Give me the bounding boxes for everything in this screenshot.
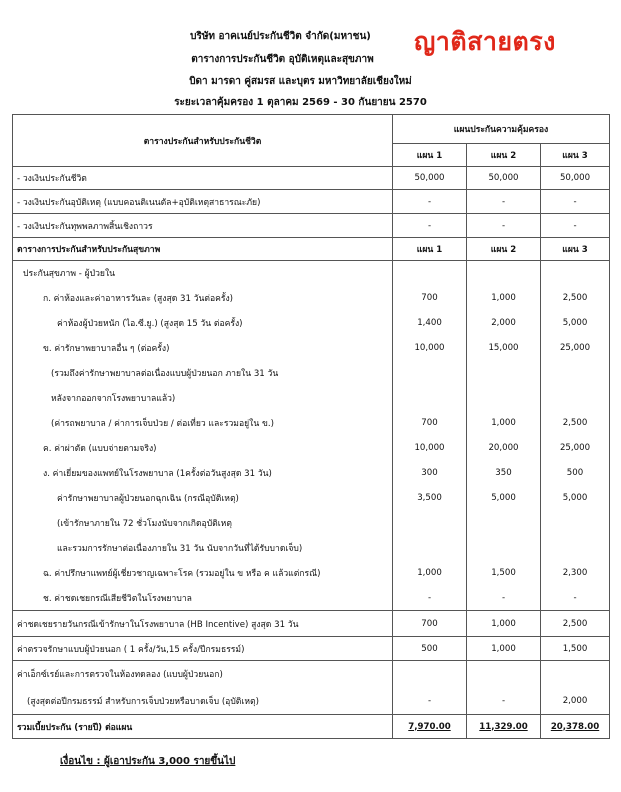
row-label: ค่าเอ็กซ์เรย์และการตรวจในห้องทดลอง (แบบผู้ป่วยนอก) xyxy=(13,661,393,688)
plan-1-value: - xyxy=(393,190,467,214)
row-label: - วงเงินประกันชีวิต xyxy=(13,167,393,190)
plan-3-value: 5,000 xyxy=(541,311,610,336)
health-row xyxy=(13,261,610,286)
plan-2-value: - xyxy=(467,190,541,214)
row-label: (สูงสุดต่อปีกรมธรรม์ สำหรับการเจ็บป่วยหรือบาดเจ็บ (อุบัติเหตุ) xyxy=(13,688,393,715)
plan-3-value xyxy=(541,261,610,286)
plan-3-value: 50,000 xyxy=(541,167,610,190)
xray-row xyxy=(13,688,610,715)
row-label: (เข้ารักษาภายใน 72 ชั่วโมงนับจากเกิดอุบัติเหตุ xyxy=(13,511,393,536)
plan-1-value: 1,000 xyxy=(393,561,467,586)
row-label: ค. ค่าผ่าตัด (แบบจ่ายตามจริง) xyxy=(13,436,393,461)
company-name: บริษัท อาคเนย์ประกันชีวิต จำกัด(มหาชน) xyxy=(190,31,371,42)
health-heading-row xyxy=(13,238,610,261)
plan-2-value xyxy=(467,661,541,688)
life-row xyxy=(13,214,610,238)
plan-3-value: 25,000 xyxy=(541,336,610,361)
benefit-table xyxy=(12,114,610,739)
row-label: ง. ค่าเยี่ยมของแพทย์ในโรงพยาบาล (1ครั้งต่อวันสูงสุด 31 วัน) xyxy=(13,461,393,486)
row-label: ค่าตรวจรักษาแบบผู้ป่วยนอก ( 1 ครั้ง/วัน,15 ครั้ง/ปีกรมธรรม์) xyxy=(13,637,393,661)
plan-1-value: 300 xyxy=(393,461,467,486)
plan-2-value: 1,000 xyxy=(467,637,541,661)
plan-3-value: 2,500 xyxy=(541,286,610,311)
plan-3-value: 500 xyxy=(541,461,610,486)
life-row xyxy=(13,167,610,190)
plan-1-value: 700 xyxy=(393,411,467,436)
health-row xyxy=(13,586,610,611)
health-row xyxy=(13,561,610,586)
row-label: ช. ค่าชดเชยกรณีเสียชีวิตในโรงพยาบาล xyxy=(13,586,393,611)
coverage-period: ระยะเวลาคุ้มครอง 1 ตุลาคม 2569 - 30 กันยายน 2570 xyxy=(174,97,427,108)
plan-2-value: 1,000 xyxy=(467,611,541,637)
health-row xyxy=(13,511,610,536)
health-plan-2-heading: แผน 2 xyxy=(467,238,541,261)
plan-1-value xyxy=(393,536,467,561)
life-table-heading: ตารางประกันสำหรับประกันชีวิต xyxy=(13,115,393,167)
row-label: ข. ค่ารักษาพยาบาลอื่น ๆ (ต่อครั้ง) xyxy=(13,336,393,361)
row-label: - วงเงินประกันอุบัติเหตุ (แบบคอนติเนนตัล+อุบัติเหตุสาธารณะภัย) xyxy=(13,190,393,214)
plan-3-value xyxy=(541,511,610,536)
health-row xyxy=(13,386,610,411)
row-label: - วงเงินประกันทุพพลภาพสิ้นเชิงถาวร xyxy=(13,214,393,238)
plan-2-value: 2,000 xyxy=(467,311,541,336)
plan-3-value xyxy=(541,386,610,411)
plan-2-value xyxy=(467,511,541,536)
coverage-plans-heading: แผนประกันความคุ้มครอง xyxy=(393,115,610,144)
health-table-heading: ตารางการประกันสำหรับประกันสุขภาพ xyxy=(13,238,393,261)
plan-1-value: 10,000 xyxy=(393,436,467,461)
plan-1-value xyxy=(393,511,467,536)
plan-1-value: - xyxy=(393,688,467,715)
row-label: ค่ารักษาพยาบาลผู้ป่วยนอกฉุกเฉิน (กรณีอุบัติเหตุ) xyxy=(13,486,393,511)
row-label: (รวมถึงค่ารักษาพยาบาลต่อเนื่องแบบผู้ป่วยนอก ภายใน 31 วัน xyxy=(13,361,393,386)
plan-3-value: 20,378.00 xyxy=(541,715,610,739)
plan-2-value: - xyxy=(467,214,541,238)
row-label: ฉ. ค่าปรึกษาแพทย์ผู้เชี่ยวชาญเฉพาะโรค (รวมอยู่ใน ข หรือ ค แล้วแต่กรณี) xyxy=(13,561,393,586)
row-label: ก. ค่าห้องและค่าอาหารวันละ (สูงสุด 31 วันต่อครั้ง) xyxy=(13,286,393,311)
plan-2-value: 15,000 xyxy=(467,336,541,361)
health-row xyxy=(13,286,610,311)
plan-2-value xyxy=(467,386,541,411)
plan-1-value: - xyxy=(393,586,467,611)
plan-1-value: 1,400 xyxy=(393,311,467,336)
plan-2-value xyxy=(467,361,541,386)
plan-3-value: 2,500 xyxy=(541,611,610,637)
plan-2-heading: แผน 2 xyxy=(467,144,541,167)
plan-3-value: 5,000 xyxy=(541,486,610,511)
plan-2-value: 5,000 xyxy=(467,486,541,511)
row-label: ค่าห้องผู้ป่วยหนัก (ไอ.ซี.ยู.) (สูงสุด 15 วัน ต่อครั้ง) xyxy=(13,311,393,336)
plan-2-value: 1,500 xyxy=(467,561,541,586)
plan-3-value: 2,500 xyxy=(541,411,610,436)
condition-note: เงื่อนไข : ผู้เอาประกัน 3,000 รายขึ้นไป xyxy=(60,756,236,767)
plan-2-value xyxy=(467,536,541,561)
plan-3-value: - xyxy=(541,586,610,611)
row-label: และรวมการรักษาต่อเนื่องภายใน 31 วัน นับจากวันที่ได้รับบาดเจ็บ) xyxy=(13,536,393,561)
health-row xyxy=(13,486,610,511)
plan-1-value: 50,000 xyxy=(393,167,467,190)
plan-1-value: 700 xyxy=(393,286,467,311)
xray-row xyxy=(13,661,610,688)
health-plan-1-heading: แผน 1 xyxy=(393,238,467,261)
plan-3-heading: แผน 3 xyxy=(541,144,610,167)
plan-2-value: 20,000 xyxy=(467,436,541,461)
plan-1-heading: แผน 1 xyxy=(393,144,467,167)
plan-3-value xyxy=(541,661,610,688)
insured-group: บิดา มารดา คู่สมรส และบุตร มหาวิทยาลัยเชียงใหม่ xyxy=(189,76,412,87)
health-row xyxy=(13,411,610,436)
plan-3-value xyxy=(541,361,610,386)
hb-incentive-row xyxy=(13,611,610,637)
plan-2-value: 1,000 xyxy=(467,411,541,436)
row-label: ค่าชดเชยรายวันกรณีเข้ารักษาในโรงพยาบาล (HB Incentive) สูงสุด 31 วัน xyxy=(13,611,393,637)
row-label: ประกันสุขภาพ - ผู้ป่วยใน xyxy=(13,261,393,286)
plan-3-value: - xyxy=(541,214,610,238)
health-row xyxy=(13,361,610,386)
plan-2-value: 1,000 xyxy=(467,286,541,311)
plan-3-value: 25,000 xyxy=(541,436,610,461)
plan-3-value: 1,500 xyxy=(541,637,610,661)
plan-2-value: 50,000 xyxy=(467,167,541,190)
plan-1-value: 700 xyxy=(393,611,467,637)
plan-1-value xyxy=(393,261,467,286)
plan-2-value: 11,329.00 xyxy=(467,715,541,739)
health-plan-3-heading: แผน 3 xyxy=(541,238,610,261)
plan-1-value: 7,970.00 xyxy=(393,715,467,739)
row-label: หลังจากออกจากโรงพยาบาลแล้ว) xyxy=(13,386,393,411)
health-row xyxy=(13,461,610,486)
health-row xyxy=(13,436,610,461)
health-row xyxy=(13,311,610,336)
life-row xyxy=(13,190,610,214)
plan-2-value: - xyxy=(467,688,541,715)
plan-2-value: 350 xyxy=(467,461,541,486)
health-row xyxy=(13,336,610,361)
plan-1-value xyxy=(393,661,467,688)
total-premium-row xyxy=(13,715,610,739)
document-subtitle: ตารางการประกันชีวิต อุบัติเหตุและสุขภาพ xyxy=(191,54,374,65)
plan-2-value: - xyxy=(467,586,541,611)
row-label: รวมเบี้ยประกัน (รายปี) ต่อแผน xyxy=(13,715,393,739)
plan-1-value: 10,000 xyxy=(393,336,467,361)
plan-3-value: 2,000 xyxy=(541,688,610,715)
relatives-stamp: ญาติสายตรง xyxy=(414,27,556,56)
plan-2-value xyxy=(467,261,541,286)
plan-3-value: - xyxy=(541,190,610,214)
outpatient-row xyxy=(13,637,610,661)
health-row xyxy=(13,536,610,561)
plan-1-value xyxy=(393,361,467,386)
plan-1-value: 500 xyxy=(393,637,467,661)
plan-3-value: 2,300 xyxy=(541,561,610,586)
row-label: (ค่ารถพยาบาล / ค่าการเจ็บป่วย / ต่อเที่ยว และรวมอยู่ใน ข.) xyxy=(13,411,393,436)
plan-1-value xyxy=(393,386,467,411)
plan-3-value xyxy=(541,536,610,561)
plan-1-value: - xyxy=(393,214,467,238)
plan-1-value: 3,500 xyxy=(393,486,467,511)
